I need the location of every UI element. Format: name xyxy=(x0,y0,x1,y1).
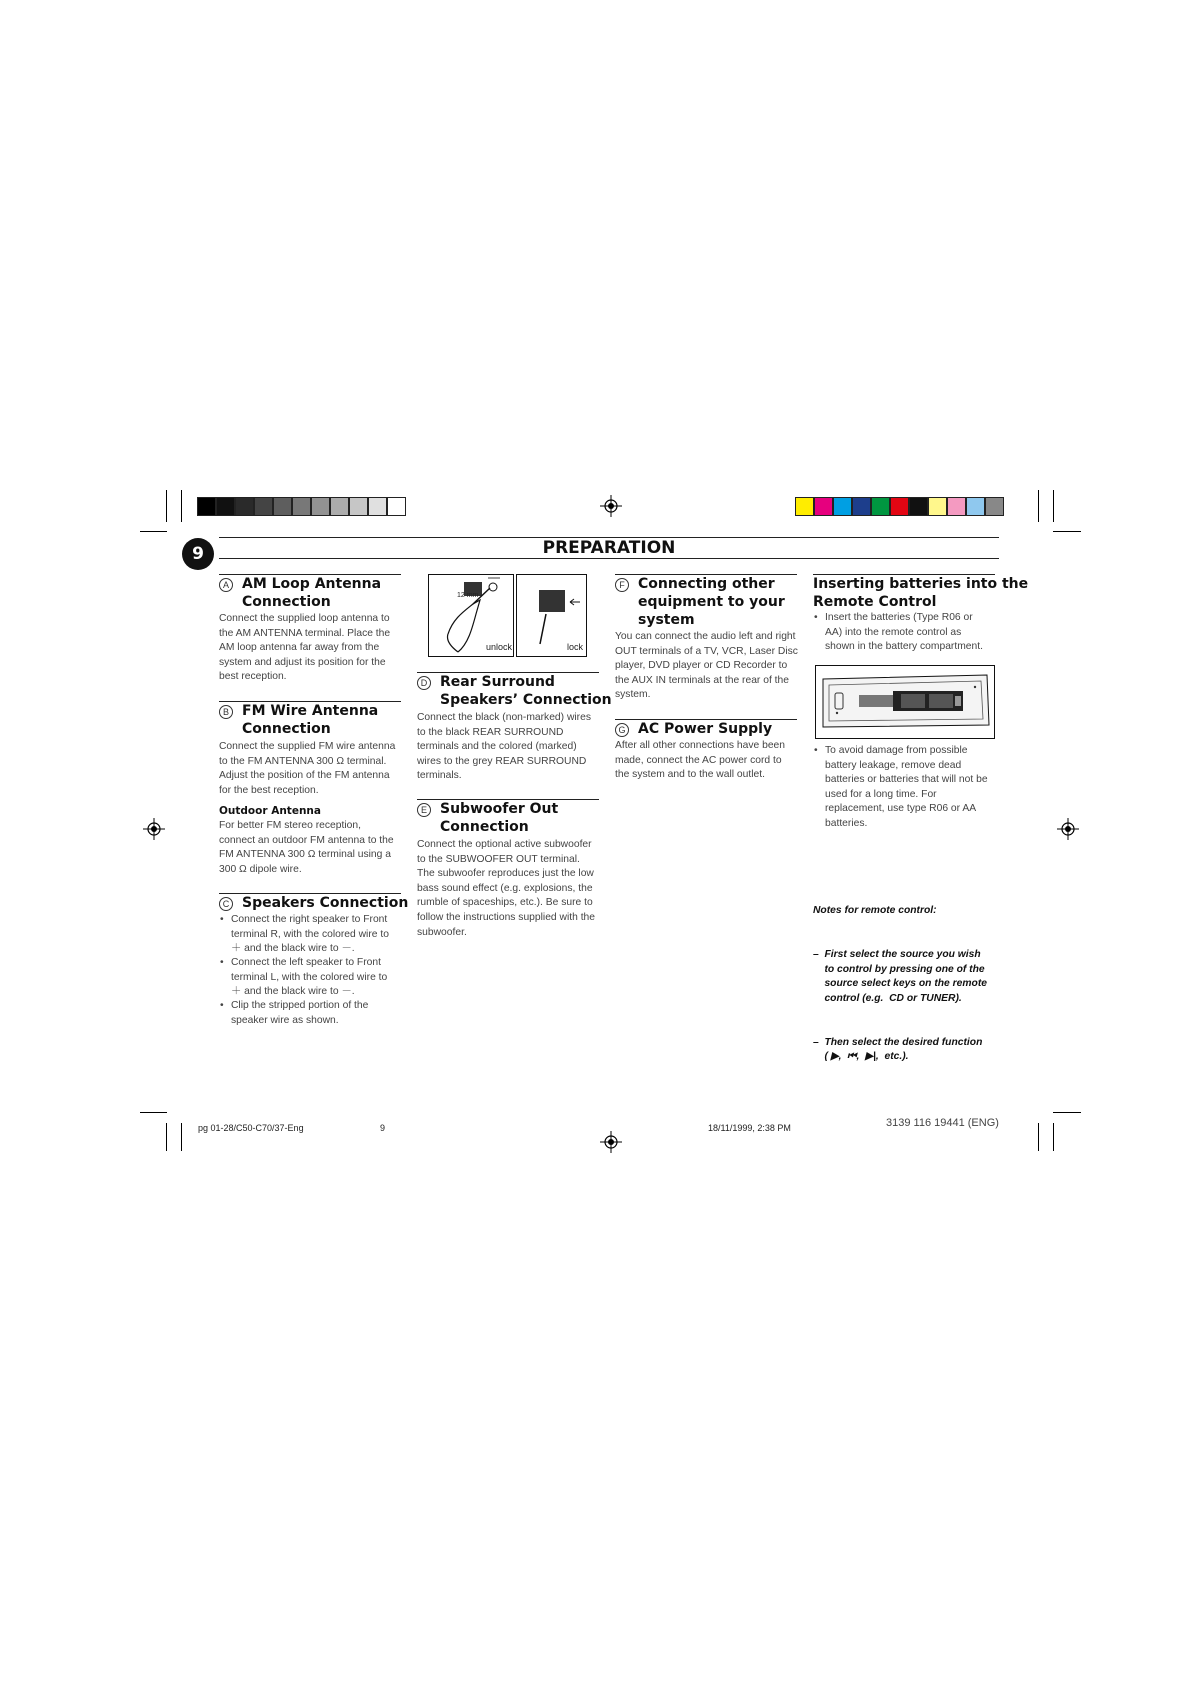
label-12mm: 12 mm xyxy=(457,592,479,599)
remote-notes: Notes for remote control: – First select the source you wish to control by pressing one of the source select keys on the remote control (e.g. CD or TUNER). – Then select the desired function ( ▶, ⏮, ▶|, etc.). xyxy=(813,875,1003,1079)
batteries-bullet-1: • Insert the batteries (Type R06 or AA) into the remote control as shown in the battery compartment. xyxy=(825,611,1000,655)
section-g-letter: G xyxy=(615,723,629,737)
color-swatch xyxy=(871,497,890,516)
registration-mark-bottom xyxy=(600,1131,622,1153)
gray-swatch xyxy=(330,497,349,516)
section-b-title: FM Wire Antenna Connection xyxy=(242,703,379,737)
color-swatch xyxy=(985,497,1004,516)
section-e-letter: E xyxy=(417,803,431,817)
registration-mark-top xyxy=(600,495,622,517)
color-swatch xyxy=(890,497,909,516)
gray-swatch xyxy=(368,497,387,516)
outdoor-antenna-body: For better FM stereo reception, connect an outdoor FM antenna to the FM ANTENNA 300 Ω terminal using a 300 Ω dipole wire. xyxy=(219,820,394,875)
section-d-body: Connect the black (non-marked) wires to the black REAR SURROUND terminals and the colored (marked) wires to the grey REAR SURROUND terminals. xyxy=(417,712,591,782)
gray-swatch xyxy=(273,497,292,516)
section-d-letter: D xyxy=(417,676,431,690)
gray-swatch xyxy=(311,497,330,516)
batteries-bullet-2: • To avoid damage from possible battery leakage, remove dead batteries or batteries that will not be used for a long time. For replacement, use type R06 or AA batteries. xyxy=(825,744,1000,832)
section-a-body: Connect the supplied loop antenna to the AM ANTENNA terminal. Place the AM loop antenna far away from the system and adjust its position for the best reception. xyxy=(219,613,391,683)
section-c-letter: C xyxy=(219,897,233,911)
section-g-title: AC Power Supply xyxy=(638,721,773,737)
page-title: PREPARATION xyxy=(542,538,676,558)
section-a-letter: A xyxy=(219,578,233,592)
color-swatch xyxy=(795,497,814,516)
remote-notes-title: Notes for remote control: xyxy=(813,905,937,917)
gray-swatch xyxy=(349,497,368,516)
section-g-body: After all other connections have been made, connect the AC power cord to the system and to the wall outlet. xyxy=(615,740,786,781)
batteries-title: Inserting batteries into the Remote Control xyxy=(813,576,1029,610)
footer-file: pg 01-28/C50-C70/37-Eng xyxy=(198,1123,304,1133)
footer-page: 9 xyxy=(380,1123,386,1133)
gray-swatch xyxy=(235,497,254,516)
remote-control-illustration xyxy=(815,665,995,739)
color-swatch xyxy=(947,497,966,516)
label-lock: lock xyxy=(567,642,584,652)
color-swatch xyxy=(814,497,833,516)
section-b-letter: B xyxy=(219,705,233,719)
section-e-title: Subwoofer Out Connection xyxy=(440,801,559,835)
gray-swatch xyxy=(197,497,216,516)
outdoor-antenna-heading: Outdoor Antenna xyxy=(219,805,321,817)
section-f-body: You can connect the audio left and right OUT terminals of a TV, VCR, Laser Disc player, DVD player or CD Recorder to the AUX IN terminals at the rear of the system. xyxy=(615,631,798,701)
section-c-bullet-2: • Connect the left speaker to Front terminal L, with the colored wire to ＋ and the black wire to －. xyxy=(231,956,406,1000)
footer-code: 3139 116 19441 (ENG) xyxy=(886,1117,999,1129)
gray-swatch xyxy=(292,497,311,516)
section-c-title: Speakers Connection xyxy=(242,895,409,911)
gray-swatch xyxy=(387,497,406,516)
section-c-bullet-3: • Clip the stripped portion of the speaker wire as shown. xyxy=(231,999,406,1028)
gray-swatch xyxy=(254,497,273,516)
color-swatch xyxy=(928,497,947,516)
color-swatch xyxy=(833,497,852,516)
registration-mark-left xyxy=(143,818,165,840)
section-d-title: Rear Surround Speakers’ Connection xyxy=(440,674,612,708)
footer-date: 18/11/1999, 2:38 PM xyxy=(708,1123,791,1133)
section-b-body: Connect the supplied FM wire antenna to the FM ANTENNA 300 Ω terminal. Adjust the position of the FM antenna for the best reception. xyxy=(219,741,396,796)
section-a-title: AM Loop Antenna Connection xyxy=(242,576,382,610)
label-unlock: unlock xyxy=(486,642,513,652)
section-c-bullet-1: • Connect the right speaker to Front terminal R, with the colored wire to ＋ and the black wire to －. xyxy=(231,913,406,957)
registration-mark-right xyxy=(1057,818,1079,840)
page-number-badge: 9 xyxy=(182,538,214,570)
gray-swatch xyxy=(216,497,235,516)
color-swatch xyxy=(852,497,871,516)
section-e-body: Connect the optional active subwoofer to the SUBWOOFER OUT terminal. The subwoofer reproduces just the low bass sound effect (e.g. explosions, the rumble of spaceships, etc.). Be sure to follow the instructions supplied with the subwoofer. xyxy=(417,839,596,938)
color-swatch xyxy=(966,497,985,516)
section-f-title: Connecting other equipment to your system xyxy=(638,576,785,628)
speaker-terminal-illustration xyxy=(428,574,587,657)
section-f-letter: F xyxy=(615,578,629,592)
color-swatch xyxy=(909,497,928,516)
